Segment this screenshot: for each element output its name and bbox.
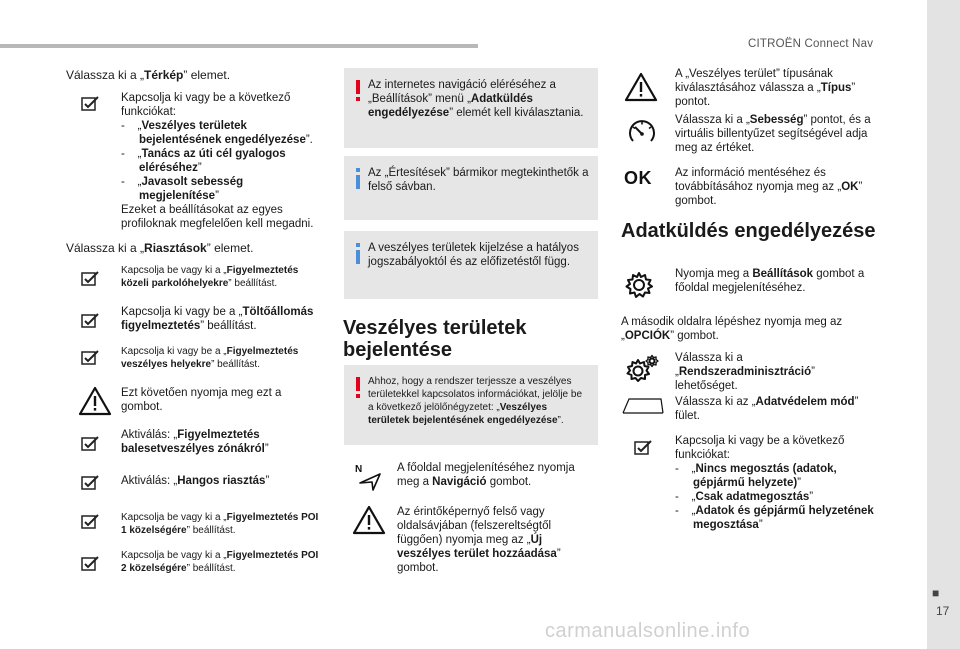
svg-text:N: N (355, 464, 363, 475)
activate-accident-zones: Aktiválás: „Figyelmeztetés balesetveszélyes zónákról” (121, 429, 269, 455)
note-share-danger-text: Ahhoz, hogy a rendszer terjessze a veszélyes területekkel kapcsolatos információkat, jelölje be a következő jelölőnégyzetet: „Veszélyes területek bejelentésének engedélyezése”. (368, 376, 582, 426)
alert-danger: Kapcsolja ki vagy be a „Figyelmeztetés veszélyes helyekre” beállítást. (121, 346, 299, 370)
note-notifications-text: Az „Értesítések” bármikor megtekinthetők a felső sávban. (368, 167, 589, 193)
checkbox-icon[interactable] (81, 514, 99, 530)
intro-map: Válassza ki a „Térkép” elemet. (66, 68, 231, 82)
warning-triangle-icon[interactable] (352, 505, 386, 535)
warning-mark-icon (354, 377, 362, 399)
tab-icon[interactable] (621, 397, 665, 415)
checkbox-icon[interactable] (81, 436, 99, 452)
speed-instruction: Válassza ki a „Sebesség” pontot, és a virtuális billentyűzet segítségével adja meg az értéket. (675, 114, 871, 154)
page-sidebar (927, 0, 960, 649)
end-mark: ■ (932, 586, 940, 600)
gear-icon[interactable] (624, 270, 654, 300)
section-title-danger-zones: Veszélyes területek bejelentése (343, 317, 527, 361)
note-legal-text: A veszélyes területek kijelzése a hatályos jogszabályoktól és az előfizetéstől függ. (368, 242, 579, 268)
page-number: 17 (936, 604, 950, 618)
poi1-alert: Kapcsolja be vagy ki a „Figyelmeztetés POI 1 közelségére” beállítást. (121, 512, 319, 536)
options-instruction: A második oldalra lépéshez nyomja meg az „OPCIÓK” gombot. (621, 316, 843, 342)
note-internet-nav-text: Az internetes navigáció eléréséhez a „Beállítások” menü „Adatküldés engedélyezése” elemét kell kiválasztania. (368, 79, 584, 119)
checkbox-icon[interactable] (634, 440, 652, 456)
nav-instruction: A főoldal megjelenítéséhez nyomja meg a Navigáció gombot. (397, 462, 575, 488)
checkbox-icon[interactable] (81, 350, 99, 366)
top-rule (0, 44, 478, 48)
intro-alerts: Válassza ki a „Riasztások” elemet. (66, 241, 254, 255)
settings-instruction: Nyomja meg a Beállítások gombot a főoldal megjelenítéséhez. (675, 268, 865, 294)
ok-button-icon[interactable]: OK (624, 168, 652, 188)
navigation-icon[interactable] (354, 461, 382, 491)
note-internet-nav (344, 68, 598, 148)
ok-instruction: Az információ mentéséhez és továbbításához nyomja meg az „OK” gombot. (675, 167, 863, 207)
note-legal (344, 231, 598, 299)
alert-parking: Kapcsolja be vagy ki a „Figyelmeztetés közeli parkolóhelyekre” beállítást. (121, 265, 299, 289)
watermark: carmanualsonline.info (545, 620, 751, 642)
checkbox-icon[interactable] (81, 96, 99, 112)
info-mark-icon (354, 243, 362, 265)
privacy-options-block: Kapcsolja ki vagy be a következő funkciókat: - „Nincs megosztás (adatok, gépjármű helyzete)” - „Csak adatmegosztás” - „Adatok és gépjármű helyzetének megosztása” (675, 435, 874, 531)
sysadmin-instruction: Válassza ki a „Rendszeradminisztráció” lehetőséget. (675, 352, 815, 392)
map-options-block: Kapcsolja ki vagy be a következő funkciókat: - „Veszélyes területek bejelentésének engedélyezése”. - „Tanács az úti cél gyalogos eléréséhez” - „Javasolt sebesség megjelenítése” Ezeket a beállításokat az egyes profiloknak megfelelően kell megadni. (121, 92, 314, 230)
checkbox-icon[interactable] (81, 475, 99, 491)
brand-header: CITROËN Connect Nav (748, 38, 874, 50)
warning-button-text: Ezt követően nyomja meg ezt a gombot. (121, 387, 282, 413)
alert-charging: Kapcsolja ki vagy be a „Töltőállomás figyelmeztetés” beállítást. (121, 306, 314, 332)
note-share-danger (344, 365, 598, 445)
type-instruction: A „Veszélyes terület” típusának kiválasztásához válassza a „Típus” pontot. (675, 68, 856, 108)
section-title-data-sharing: Adatküldés engedélyezése (621, 220, 876, 242)
warning-triangle-icon[interactable] (624, 72, 658, 102)
checkbox-icon[interactable] (81, 556, 99, 572)
checkbox-icon[interactable] (81, 271, 99, 287)
activate-audio-alert: Aktiválás: „Hangos riasztás” (121, 475, 270, 487)
privacy-tab-instruction: Válassza ki az „Adatvédelem mód” fület. (675, 396, 859, 422)
warning-mark-icon (354, 80, 362, 102)
checkbox-icon[interactable] (81, 313, 99, 329)
speedometer-icon[interactable] (627, 117, 657, 147)
info-mark-icon (354, 168, 362, 190)
report-instruction: Az érintőképernyő felső vagy oldalsávjában (felszereltségtől függően) nyomja meg az „Új veszélyes terület hozzáadása” gombot. (397, 506, 561, 574)
poi2-alert: Kapcsolja be vagy ki a „Figyelmeztetés POI 2 közelségére” beállítást. (121, 550, 319, 574)
warning-triangle-icon[interactable] (78, 386, 112, 416)
note-notifications (344, 156, 598, 220)
system-settings-icon[interactable] (626, 354, 660, 384)
